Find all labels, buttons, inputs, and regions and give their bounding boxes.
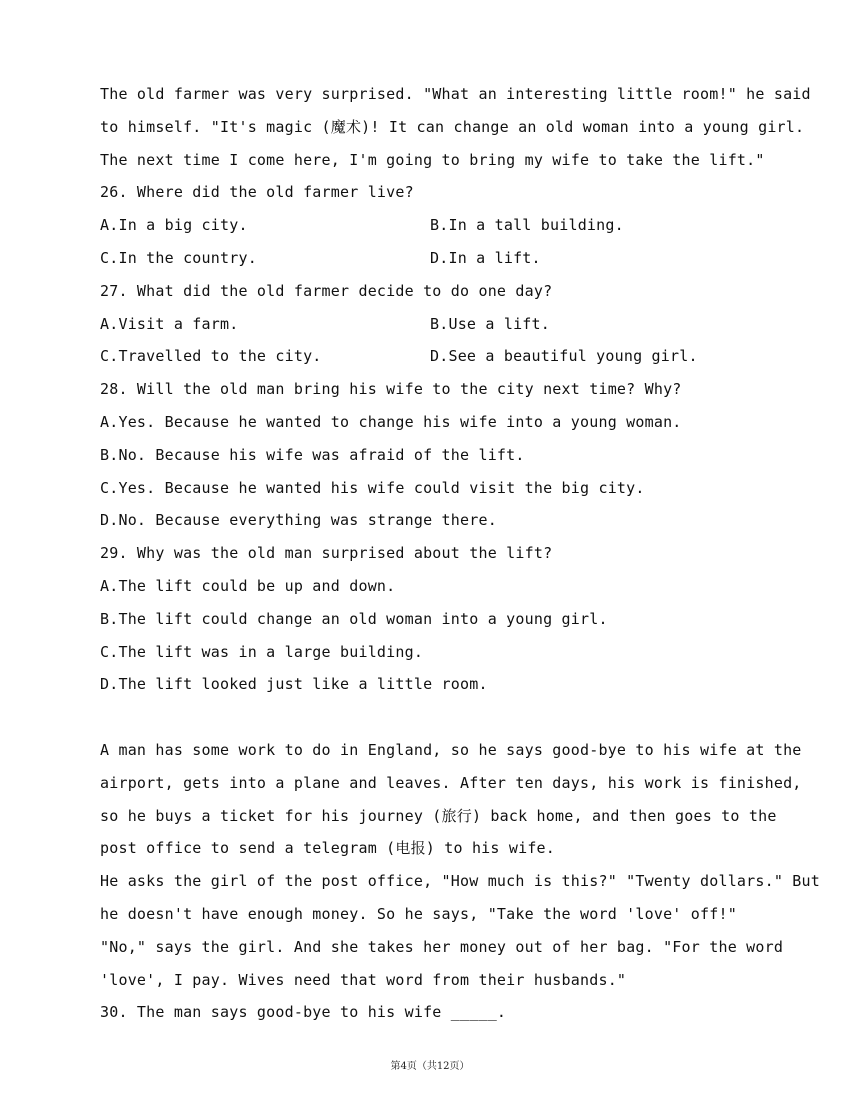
option-c: C.Yes. Because he wanted his wife could visit the big city. bbox=[100, 478, 645, 497]
question-stem: 30. The man says good-bye to his wife _____. bbox=[100, 1003, 507, 1022]
passage-line: He asks the girl of the post office, "How much is this?" "Twenty dollars." But bbox=[100, 872, 820, 891]
question-stem: 29. Why was the old man surprised about the lift? bbox=[100, 544, 553, 563]
option-b: B.Use a lift. bbox=[430, 314, 550, 333]
question-27 bbox=[100, 275, 780, 373]
option-c: C.The lift was in a large building. bbox=[100, 642, 424, 661]
option-a: A.The lift could be up and down. bbox=[100, 576, 396, 595]
passage-line: he doesn't have enough money. So he says, "Take the word 'love' off!" bbox=[100, 904, 737, 923]
option-row bbox=[100, 340, 780, 373]
option-b: B.The lift could change an old woman into a young girl. bbox=[100, 609, 608, 628]
option-a: A.In a big city. bbox=[100, 216, 248, 235]
option-d: D.The lift looked just like a little room. bbox=[100, 675, 488, 694]
passage-line: A man has some work to do in England, so he says good-bye to his wife at the bbox=[100, 740, 802, 759]
section-spacer bbox=[100, 701, 780, 734]
passage-one bbox=[100, 78, 811, 176]
question-29 bbox=[100, 537, 780, 701]
passage-line: 'love', I pay. Wives need that word from their husbands." bbox=[100, 970, 627, 989]
passage-line: to himself. "It's magic (魔术)! It can change an old woman into a young girl. bbox=[100, 117, 805, 136]
option-c: C.In the country. bbox=[100, 248, 257, 267]
option-a: A.Visit a farm. bbox=[100, 314, 239, 333]
option-d: D.No. Because everything was strange there. bbox=[100, 511, 497, 530]
question-30 bbox=[100, 996, 780, 1029]
passage-line: so he buys a ticket for his journey (旅行) back home, and then goes to the bbox=[100, 806, 777, 825]
option-row bbox=[100, 242, 780, 275]
option-c: C.Travelled to the city. bbox=[100, 347, 322, 366]
page-content bbox=[100, 78, 820, 1029]
question-26 bbox=[100, 176, 780, 274]
option-b: B.In a tall building. bbox=[430, 216, 624, 235]
option-a: A.Yes. Because he wanted to change his wife into a young woman. bbox=[100, 412, 682, 431]
passage-line: The old farmer was very surprised. "What an interesting little room!" he said bbox=[100, 85, 811, 103]
passage-line: post office to send a telegram (电报) to his wife. bbox=[100, 839, 556, 858]
question-stem: 27. What did the old farmer decide to do one day? bbox=[100, 281, 553, 300]
option-row bbox=[100, 209, 780, 242]
passage-line: The next time I come here, I'm going to bring my wife to take the lift." bbox=[100, 150, 765, 169]
page-footer: 第4页（共12页） bbox=[390, 1061, 470, 1072]
passage-line: "No," says the girl. And she takes her money out of her bag. "For the word bbox=[100, 937, 784, 956]
passage-two bbox=[100, 734, 820, 996]
passage-line: airport, gets into a plane and leaves. After ten days, his work is finished, bbox=[100, 773, 802, 792]
question-28 bbox=[100, 373, 780, 537]
option-d: D.See a beautiful young girl. bbox=[430, 347, 698, 366]
option-d: D.In a lift. bbox=[430, 248, 541, 267]
question-stem: 28. Will the old man bring his wife to the city next time? Why? bbox=[100, 380, 682, 399]
question-stem: 26. Where did the old farmer live? bbox=[100, 183, 414, 202]
option-row bbox=[100, 308, 780, 341]
option-b: B.No. Because his wife was afraid of the lift. bbox=[100, 445, 525, 464]
